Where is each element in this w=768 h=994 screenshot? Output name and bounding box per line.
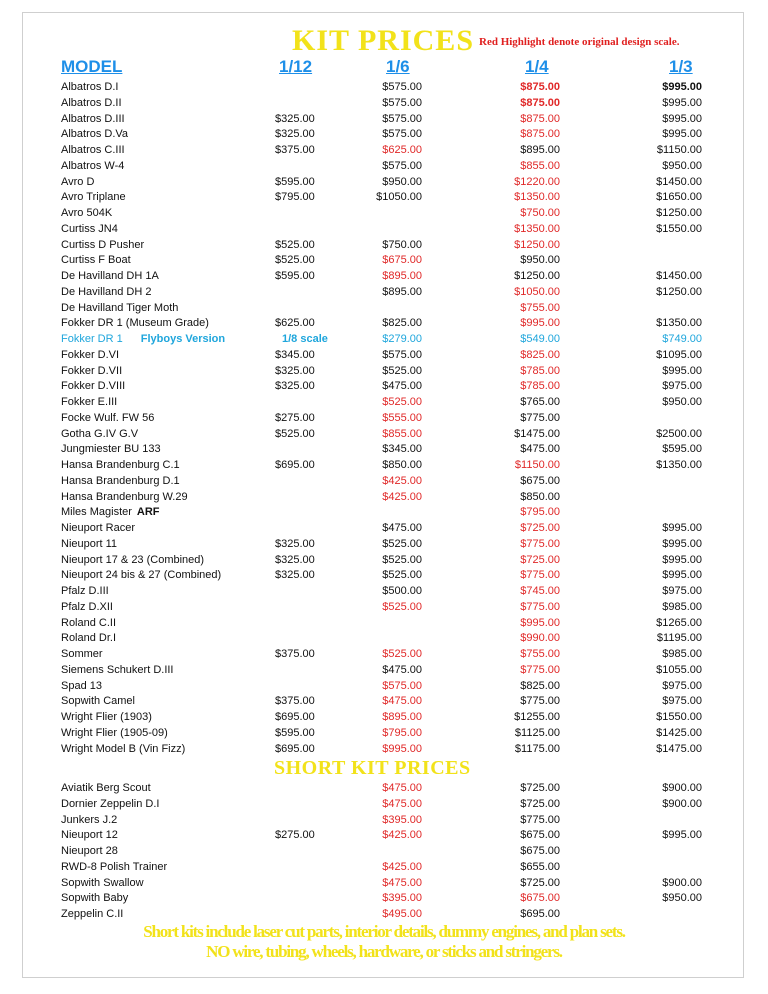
price-s3: $1150.00	[656, 144, 702, 156]
table-row	[0, 860, 768, 876]
price-s12: $325.00	[275, 380, 315, 393]
price-s3: $1265.00	[656, 616, 702, 629]
price-s4: $775.00	[520, 411, 560, 424]
price-s6: $855.00	[382, 427, 422, 440]
price-s3: $995.00	[662, 364, 702, 377]
price-s3: $995.00	[662, 81, 702, 93]
price-s4: $895.00	[520, 144, 560, 156]
price-s3: $950.00	[662, 396, 702, 408]
price-s4: $875.00	[520, 81, 560, 93]
price-s12: $595.00	[275, 270, 315, 282]
table-row	[0, 348, 768, 364]
model-name: Sopwith Swallow	[61, 876, 144, 889]
price-s6: $1050.00	[376, 191, 422, 204]
table-row	[0, 726, 768, 742]
model-name: Dornier Zeppelin D.I	[61, 797, 160, 810]
price-s6: $555.00	[382, 411, 422, 424]
price-s4: $1175.00	[514, 742, 560, 755]
price-s6: $425.00	[382, 860, 422, 873]
price-s6: $475.00	[382, 663, 422, 676]
price-s4: $1350.00	[514, 222, 560, 235]
price-s6: $525.00	[382, 569, 422, 582]
price-s3: $975.00	[662, 679, 702, 692]
table-row	[0, 285, 768, 301]
header-model: MODEL	[61, 57, 123, 76]
price-s3: $1550.00	[656, 222, 702, 235]
model-name: Avro 504K	[61, 207, 113, 219]
model-name: Fokker E.III	[61, 396, 118, 408]
table-row	[0, 143, 768, 159]
price-s6: $575.00	[382, 96, 422, 109]
price-s12: $695.00	[275, 711, 315, 723]
table-row	[0, 616, 768, 632]
table-row	[0, 332, 768, 348]
price-s6: $525.00	[382, 396, 422, 408]
price-s4: $1125.00	[514, 726, 560, 739]
price-s4: $795.00	[520, 506, 560, 519]
price-s6: $795.00	[382, 726, 422, 739]
price-s12: $525.00	[275, 427, 315, 440]
table-row	[0, 427, 768, 443]
price-s4: $995.00	[520, 616, 560, 629]
model-name: Albatros D.Va	[61, 128, 129, 141]
model-name: Albatros D.I	[61, 81, 119, 93]
price-s3: $950.00	[662, 159, 702, 172]
price-s6: $425.00	[382, 490, 422, 503]
table-row	[0, 127, 768, 143]
price-s3: $975.00	[662, 695, 702, 708]
price-s4: $725.00	[520, 797, 560, 810]
table-row	[0, 490, 768, 506]
model-name: Fokker D.VI	[61, 348, 120, 361]
price-s4: $755.00	[520, 301, 560, 314]
price-s12: $695.00	[275, 742, 315, 755]
price-s12: $325.00	[275, 112, 315, 125]
price-s4: $1350.00	[514, 191, 560, 204]
model-name: Albatros D.III	[61, 112, 125, 125]
table-row	[0, 96, 768, 112]
price-s12: $375.00	[275, 648, 315, 660]
model-name: Sommer	[61, 648, 103, 660]
model-name: Sopwith Camel	[61, 695, 135, 708]
price-s4: $1220.00	[514, 175, 560, 188]
price-s3: $1095.00	[656, 348, 702, 361]
table-row	[0, 112, 768, 128]
price-s12: $595.00	[275, 726, 315, 739]
price-s6: $950.00	[382, 175, 422, 188]
table-row	[0, 364, 768, 380]
price-s6: $525.00	[382, 553, 422, 566]
table-row	[0, 474, 768, 490]
table-row	[0, 813, 768, 829]
price-s6: $625.00	[382, 144, 422, 156]
price-s6: $575.00	[382, 159, 422, 172]
model-name: Curtiss F Boat	[61, 254, 131, 267]
table-row	[0, 553, 768, 569]
price-s12: $275.00	[275, 411, 315, 424]
price-s12: $345.00	[275, 348, 315, 361]
price-s4: $775.00	[520, 537, 560, 550]
table-row	[0, 891, 768, 907]
price-s6: $475.00	[382, 782, 422, 794]
price-s4: $950.00	[520, 254, 560, 267]
price-s6: $575.00	[382, 348, 422, 361]
model-name: Aviatik Berg Scout	[61, 782, 151, 794]
table-row	[0, 159, 768, 175]
model-name: Nieuport Racer	[61, 522, 135, 534]
model-name: Siemens Schukert D.III	[61, 663, 174, 676]
highlight-note: Red Highlight denote original design scale.	[479, 36, 680, 48]
price-s6: $895.00	[382, 270, 422, 282]
model-name: Avro D	[61, 175, 95, 188]
price-s4: $475.00	[520, 443, 560, 456]
model-name: Roland Dr.I	[61, 632, 117, 645]
price-s12: $275.00	[275, 829, 315, 842]
price-s4: $725.00	[520, 522, 560, 534]
price-s3: $749.00	[662, 333, 702, 345]
footer-line-1: Short kits include laser cut parts, interior details, dummy engines, and plan sets.	[143, 922, 625, 941]
price-s3: $1350.00	[656, 459, 702, 471]
price-s6: $525.00	[382, 537, 422, 550]
price-s6: $475.00	[382, 695, 422, 708]
model-name: Curtiss D Pusher	[61, 238, 145, 251]
table-row	[0, 269, 768, 285]
price-s4: $745.00	[520, 585, 560, 597]
table-row	[0, 395, 768, 411]
table-row	[0, 647, 768, 663]
model-name: Curtiss JN4	[61, 222, 118, 235]
price-s3: $900.00	[662, 797, 702, 810]
price-s4: $1255.00	[514, 711, 560, 723]
price-s4: $875.00	[520, 96, 560, 109]
price-s12: $325.00	[275, 537, 315, 550]
model-name: Albatros W-4	[61, 159, 125, 172]
table-row	[0, 568, 768, 584]
price-s3: $995.00	[662, 522, 702, 534]
price-s6: $395.00	[382, 892, 422, 905]
price-s12: $525.00	[275, 238, 315, 251]
price-s12: $525.00	[275, 254, 315, 267]
header-scale-1-4: 1/4	[525, 57, 549, 76]
table-row	[0, 828, 768, 844]
model-name: Fokker DR 1 Flyboys Version	[61, 333, 226, 345]
table-row	[0, 190, 768, 206]
price-s6: $475.00	[382, 876, 422, 889]
price-s4: $990.00	[520, 632, 560, 645]
price-s4: $825.00	[520, 679, 560, 692]
price-s3: $2500.00	[656, 427, 702, 440]
price-s3: $995.00	[662, 112, 702, 125]
price-s6: $500.00	[382, 585, 422, 597]
price-s3: $995.00	[662, 569, 702, 582]
price-s3: $950.00	[662, 892, 702, 905]
table-row	[0, 600, 768, 616]
price-s3: $1195.00	[656, 632, 702, 645]
price-s3: $985.00	[662, 600, 702, 613]
price-s4: $675.00	[520, 845, 560, 857]
price-s3: $995.00	[662, 128, 702, 141]
price-s3: $1055.00	[656, 663, 702, 676]
price-s4: $995.00	[520, 317, 560, 330]
price-s4: $1050.00	[514, 285, 560, 298]
model-name: Wright Flier (1903)	[61, 711, 152, 723]
model-name: Pfalz D.III	[61, 585, 109, 597]
price-s4: $675.00	[520, 892, 560, 905]
table-row	[0, 458, 768, 474]
price-s12: $325.00	[275, 128, 315, 141]
price-s4: $765.00	[520, 396, 560, 408]
price-s6: $475.00	[382, 797, 422, 810]
table-row	[0, 238, 768, 254]
model-name: Wright Model B (Vin Fizz)	[61, 742, 186, 755]
model-tag: ARF	[136, 506, 160, 519]
price-s4: $775.00	[520, 569, 560, 582]
price-s3: $1450.00	[656, 175, 702, 188]
table-row	[0, 222, 768, 238]
price-s6: $475.00	[382, 380, 422, 393]
model-name: Focke Wulf. FW 56	[61, 411, 155, 424]
price-s3: $1350.00	[656, 317, 702, 330]
model-name: Hansa Brandenburg W.29	[61, 490, 188, 503]
price-s4: $549.00	[520, 333, 560, 345]
price-s3: $975.00	[662, 380, 702, 393]
table-row	[0, 663, 768, 679]
price-s3: $1650.00	[656, 191, 702, 204]
table-row	[0, 694, 768, 710]
table-row	[0, 876, 768, 892]
model-name: De Havilland DH 1A	[61, 270, 159, 282]
price-s3: $1250.00	[656, 285, 702, 298]
price-s4: $750.00	[520, 207, 560, 219]
price-s3: $995.00	[662, 829, 702, 842]
model-name: Hansa Brandenburg C.1	[61, 459, 180, 471]
price-s4: $855.00	[520, 159, 560, 172]
price-s3: $975.00	[662, 585, 702, 597]
price-s6: $575.00	[382, 679, 422, 692]
model-name: De Havilland DH 2	[61, 285, 152, 298]
price-s3: $1450.00	[656, 270, 702, 282]
header-scale-1-12: 1/12	[279, 57, 313, 76]
price-s6: $575.00	[382, 81, 422, 93]
price-s3: $1250.00	[656, 207, 702, 219]
table-row	[0, 505, 768, 521]
model-name: Gotha G.IV G.V	[61, 427, 139, 440]
price-s12: $325.00	[275, 553, 315, 566]
model-name: Wright Flier (1905-09)	[61, 726, 168, 739]
price-s6: $750.00	[382, 238, 422, 251]
price-s4: $1250.00	[514, 270, 560, 282]
footer-line-2: NO wire, tubing, wheels, hardware, or sticks and stringers.	[206, 942, 562, 961]
table-row	[0, 521, 768, 537]
price-s4: $875.00	[520, 112, 560, 125]
model-name: Nieuport 17 & 23 (Combined)	[61, 553, 205, 566]
price-s6: $675.00	[382, 254, 422, 267]
price-s6: $525.00	[382, 600, 422, 613]
price-s4: $1250.00	[514, 238, 560, 251]
price-s4: $785.00	[520, 380, 560, 393]
price-s12: $325.00	[275, 364, 315, 377]
price-s4: $775.00	[520, 663, 560, 676]
price-s4: $875.00	[520, 128, 560, 141]
price-s6: $850.00	[382, 459, 422, 471]
table-row	[0, 175, 768, 191]
table-row	[0, 797, 768, 813]
model-name: Hansa Brandenburg D.1	[61, 474, 180, 487]
model-name: Fokker DR 1 (Museum Grade)	[61, 317, 209, 330]
short-kit-title: SHORT KIT PRICES	[274, 757, 471, 779]
price-s4: $695.00	[520, 908, 560, 920]
table-row	[0, 710, 768, 726]
model-name: Nieuport 28	[61, 845, 118, 857]
price-s4: $655.00	[520, 860, 560, 873]
price-s6: $525.00	[382, 364, 422, 377]
price-s6: $825.00	[382, 317, 422, 330]
price-s4: $725.00	[520, 553, 560, 566]
price-s4: $755.00	[520, 648, 560, 660]
model-name: Nieuport 24 bis & 27 (Combined)	[61, 569, 222, 582]
table-row	[0, 253, 768, 269]
table-row	[0, 537, 768, 553]
price-s6: $425.00	[382, 829, 422, 842]
price-s4: $775.00	[520, 600, 560, 613]
table-row	[0, 80, 768, 96]
price-s12: $695.00	[275, 459, 315, 471]
price-s3: $985.00	[662, 648, 702, 660]
price-s6: $495.00	[382, 908, 422, 920]
model-name: Roland C.II	[61, 616, 117, 629]
price-s4: $725.00	[520, 876, 560, 889]
price-s12: $325.00	[275, 569, 315, 582]
price-s3: $995.00	[662, 96, 702, 109]
price-s12: $375.00	[275, 695, 315, 708]
price-s4: $1475.00	[514, 427, 560, 440]
page-title: KIT PRICES	[292, 24, 475, 57]
table-row	[0, 442, 768, 458]
model-name: Avro Triplane	[61, 191, 126, 204]
price-s4: $675.00	[520, 829, 560, 842]
price-s3: $1475.00	[656, 742, 702, 755]
price-s4: $775.00	[520, 695, 560, 708]
price-s3: $595.00	[662, 443, 702, 456]
model-name: Fokker D.VIII	[61, 380, 126, 393]
price-s6: $995.00	[382, 742, 422, 755]
price-s12: $595.00	[275, 175, 315, 188]
price-s12: 1/8 scale	[282, 333, 328, 345]
table-row	[0, 742, 768, 758]
price-s4: $825.00	[520, 348, 560, 361]
price-s6: $895.00	[382, 711, 422, 723]
table-row	[0, 411, 768, 427]
price-s12: $625.00	[275, 317, 315, 330]
price-s3: $900.00	[662, 782, 702, 794]
model-name: Sopwith Baby	[61, 892, 129, 905]
price-s3: $1550.00	[656, 711, 702, 723]
model-name: Zeppelin C.II	[61, 908, 124, 920]
model-name: Miles Magister ARF	[61, 506, 160, 519]
table-row	[0, 679, 768, 695]
price-s4: $1150.00	[514, 459, 560, 471]
table-row	[0, 206, 768, 222]
price-s4: $675.00	[520, 474, 560, 487]
price-s4: $725.00	[520, 782, 560, 794]
price-s3: $995.00	[662, 553, 702, 566]
model-name: Fokker D.VII	[61, 364, 123, 377]
price-s3: $900.00	[662, 876, 702, 889]
table-row	[0, 844, 768, 860]
price-s4: $850.00	[520, 490, 560, 503]
model-name: De Havilland Tiger Moth	[61, 301, 179, 314]
model-tag: Flyboys Version	[140, 333, 226, 345]
header-scale-1-6: 1/6	[386, 57, 410, 76]
price-s4: $785.00	[520, 364, 560, 377]
price-s6: $525.00	[382, 648, 422, 660]
model-name: Albatros C.III	[61, 144, 125, 156]
model-name: Nieuport 12	[61, 829, 118, 842]
price-s6: $895.00	[382, 285, 422, 298]
price-s6: $475.00	[382, 522, 422, 534]
price-s6: $575.00	[382, 112, 422, 125]
table-row	[0, 301, 768, 317]
price-s6: $425.00	[382, 474, 422, 487]
model-name: RWD-8 Polish Trainer	[61, 860, 168, 873]
price-s6: $575.00	[382, 128, 422, 141]
price-s6: $395.00	[382, 813, 422, 826]
table-row	[0, 316, 768, 332]
price-s6: $279.00	[382, 333, 422, 345]
table-row	[0, 781, 768, 797]
price-s12: $795.00	[275, 191, 315, 204]
model-name: Junkers J.2	[61, 813, 118, 826]
price-s6: $345.00	[382, 443, 422, 456]
model-name: Pfalz D.XII	[61, 600, 113, 613]
table-row	[0, 584, 768, 600]
header-scale-1-3: 1/3	[669, 57, 693, 76]
table-row	[0, 907, 768, 923]
table-row	[0, 631, 768, 647]
model-name: Albatros D.II	[61, 96, 122, 109]
price-s3: $1425.00	[656, 726, 702, 739]
price-s12: $375.00	[275, 144, 315, 156]
table-row	[0, 379, 768, 395]
model-name: Jungmiester BU 133	[61, 443, 161, 456]
price-s4: $775.00	[520, 813, 560, 826]
price-s3: $995.00	[662, 537, 702, 550]
model-name: Nieuport 11	[61, 537, 118, 550]
model-name: Spad 13	[61, 679, 102, 692]
